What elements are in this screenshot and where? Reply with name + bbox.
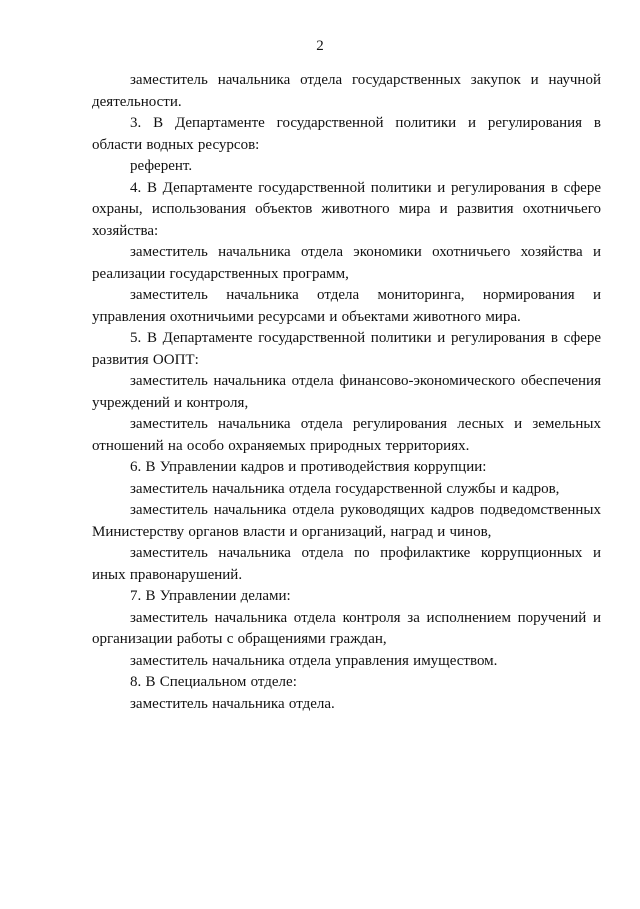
paragraph: заместитель начальника отдела контроля за исполнением поручений и организации работы с обращениями граждан, xyxy=(92,609,601,647)
section-heading: 3. В Департаменте государственной политики и регулирования в области водных ресурсов: xyxy=(92,115,601,153)
section-heading: 7. В Управлении делами: xyxy=(130,588,291,604)
section-heading: 5. В Департаменте государственной политики и регулирования в сфере развития ООПТ: xyxy=(92,330,601,368)
paragraph: референт. xyxy=(130,158,193,174)
section-heading: 8. В Специальном отделе: xyxy=(130,674,297,690)
section-heading: 4. В Департаменте государственной политики и регулирования в сфере охраны, использования объектов животного мира и развития охотничьего хозяйства: xyxy=(92,179,601,239)
paragraph: заместитель начальника отдела руководящих кадров подведомственных Министерству органов власти и организаций, наград и чинов, xyxy=(92,502,601,540)
paragraph: заместитель начальника отдела мониторинга, нормирования и управления охотничьими ресурсами и объектами животного мира. xyxy=(92,287,601,325)
paragraph: заместитель начальника отдела управления имуществом. xyxy=(130,652,498,669)
document-body xyxy=(92,70,601,715)
paragraph: заместитель начальника отдела государственной службы и кадров, xyxy=(130,480,560,497)
paragraph: заместитель начальника отдела финансово-экономического обеспечения учреждений и контроля, xyxy=(92,373,601,411)
paragraph: заместитель начальника отдела. xyxy=(130,695,335,712)
paragraph: заместитель начальника отдела экономики охотничьего хозяйства и реализации государственных программ, xyxy=(92,244,601,282)
paragraph: заместитель начальника отдела регулирования лесных и земельных отношений на особо охраняемых природных территориях. xyxy=(92,416,601,454)
page-number: 2 xyxy=(316,38,324,54)
paragraph: заместитель начальника отдела по профилактике коррупционных и иных правонарушений. xyxy=(92,545,601,583)
paragraph: заместитель начальника отдела государственных закупок и научной деятельности. xyxy=(92,72,601,110)
section-heading: 6. В Управлении кадров и противодействия коррупции: xyxy=(130,459,487,475)
